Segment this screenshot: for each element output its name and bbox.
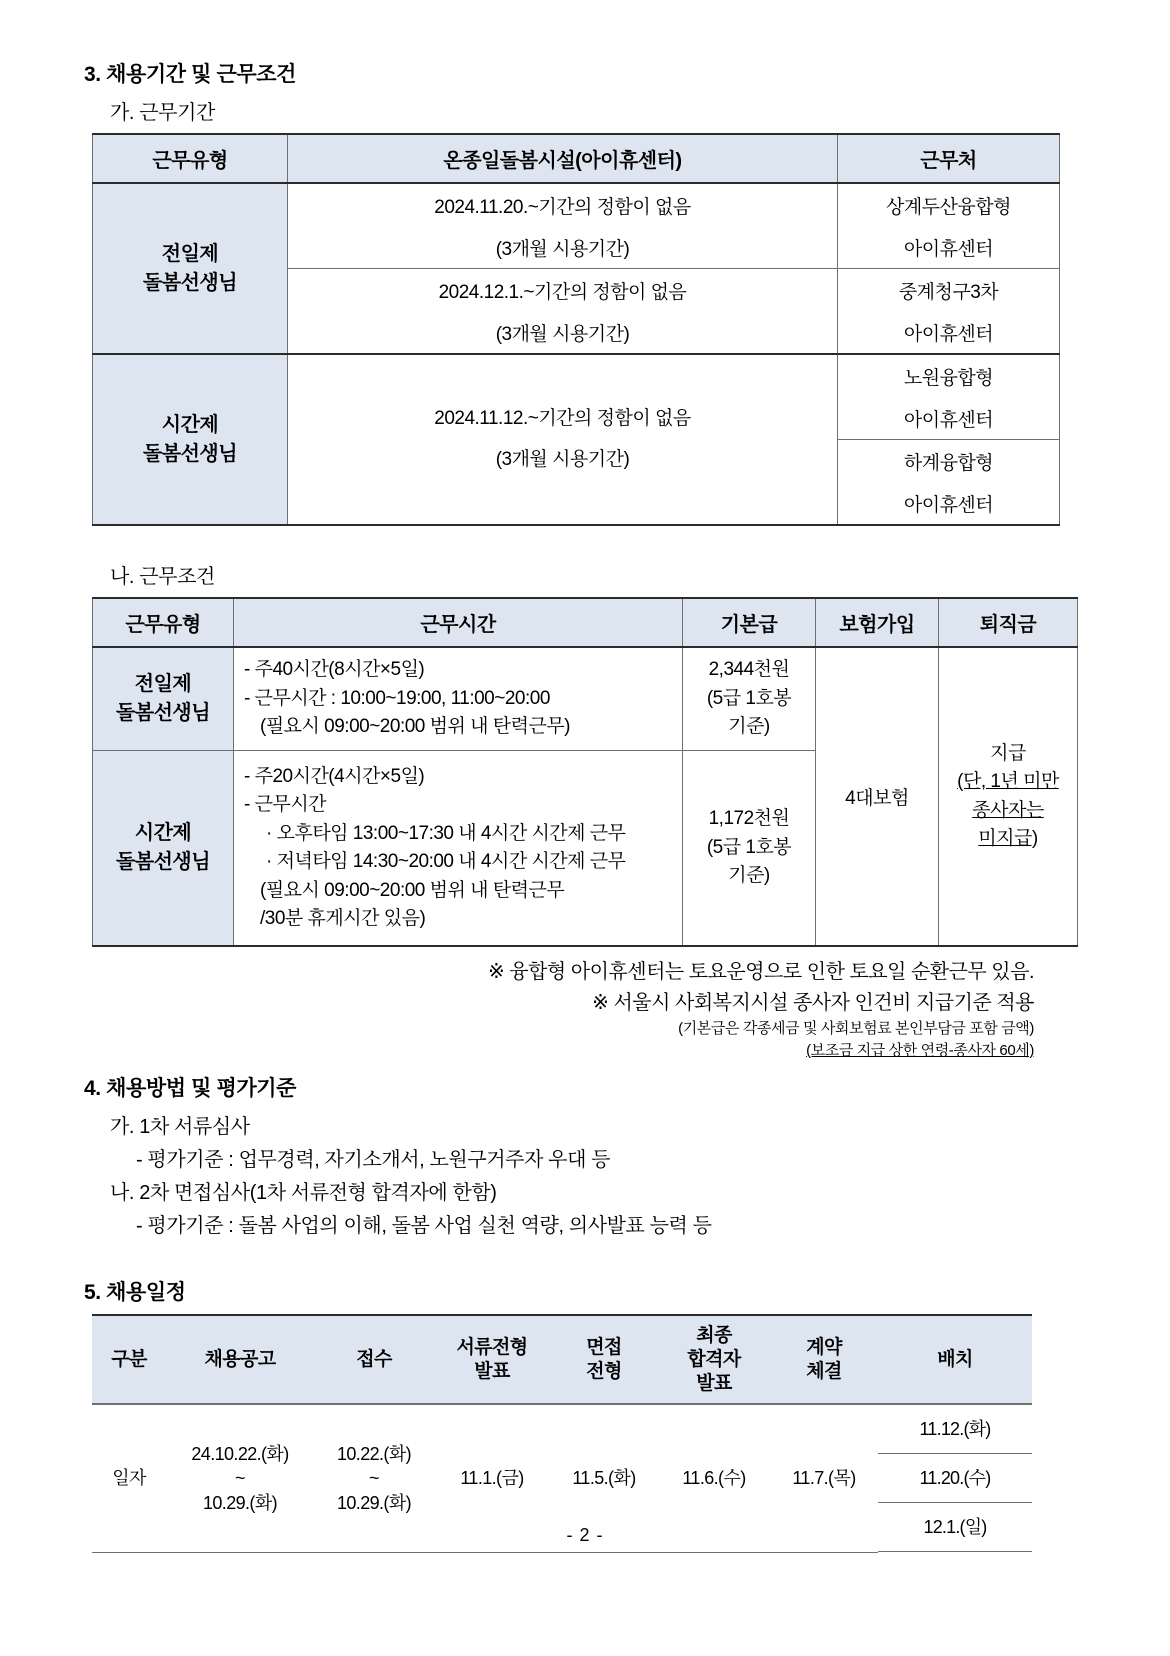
- header-final-result: [658, 1315, 770, 1404]
- header-document-result: [434, 1315, 550, 1404]
- header-line-1: 배치: [937, 1348, 973, 1370]
- header-severance: 퇴직금: [939, 598, 1078, 647]
- table-header-row: [93, 598, 1078, 647]
- header-line-2: 합격자: [687, 1348, 741, 1370]
- cell-workplace-2-line1: 중계청구3차: [838, 269, 1060, 312]
- header-line-1: 채용공고: [204, 1348, 276, 1370]
- hours-line-1: - 주20시간(4시간×5일): [244, 765, 425, 787]
- page-content: [84, 58, 1059, 1553]
- hours-line-2: - 근무시간: [244, 794, 327, 815]
- work-type-line1: 전일제: [161, 242, 219, 265]
- table-row: [93, 183, 1060, 226]
- header-work-type: 근무유형: [93, 598, 234, 647]
- cell-workplace-4-line1: 하계융합형: [838, 440, 1060, 483]
- deployment-date-1: 11.12.(화): [878, 1405, 1032, 1454]
- header-application: [314, 1315, 434, 1404]
- cell-insurance: 4대보험: [816, 647, 939, 946]
- header-insurance: 보험가입: [816, 598, 939, 647]
- cell-work-hours-parttime: [234, 751, 683, 947]
- conditions-notes: [84, 955, 1044, 1060]
- note-saturday-rotation: ※ 융합형 아이휴센터는 토요운영으로 인한 토요일 순환근무 있음.: [487, 961, 1034, 983]
- cell-period-1-line1: 2024.11.20.~기간의 정함이 없음: [288, 183, 838, 226]
- notice-date-end: 10.29.(화): [202, 1492, 278, 1513]
- severance-line-2: (단, 1년 미만: [957, 771, 1059, 792]
- receipt-date-end: 10.29.(화): [336, 1492, 412, 1513]
- section-4-title: 4. 채용방법 및 평가기준: [84, 1077, 296, 1100]
- header-line-1: 구분: [111, 1348, 147, 1370]
- header-deployment: [878, 1315, 1032, 1404]
- work-type-line2: 돌봄선생님: [115, 851, 211, 873]
- cell-workplace-1-line2: 아이휴센터: [838, 226, 1060, 269]
- cell-period-2-line1: 2024.12.1.~기간의 정함이 없음: [288, 269, 838, 312]
- cell-contract-date: 11.7.(목): [770, 1404, 878, 1552]
- header-contract: [770, 1315, 878, 1404]
- section-4-item-2-label: 나. 2차 면접심사(1차 서류전형 합격자에 한함): [110, 1182, 497, 1204]
- cell-severance: [939, 647, 1078, 946]
- work-type-line2: 돌봄선생님: [142, 442, 238, 465]
- cell-period-2-line2: (3개월 시용기간): [288, 311, 838, 354]
- section-4-item-2-detail: - 평가기준 : 돌봄 사업의 이해, 돌봄 사업 실천 역량, 의사발표 능력 등: [136, 1215, 712, 1237]
- severance-line-1: 지급: [990, 742, 1026, 764]
- notice-date-sep: ~: [235, 1468, 245, 1489]
- cell-workplace-2-line2: 아이휴센터: [838, 311, 1060, 354]
- pay-line-2: (5급 1호봉: [706, 687, 792, 709]
- cell-work-type-parttime: [93, 354, 288, 525]
- header-line-1: 서류전형: [456, 1336, 528, 1358]
- cell-base-pay-parttime: [683, 751, 816, 947]
- page-footer: [0, 1525, 1170, 1546]
- table-header-row: [92, 1315, 1032, 1404]
- hours-line-3: · 오후타임 13:00~17:30 내 4시간 시간제 근무: [266, 822, 626, 844]
- header-line-2: 전형: [586, 1360, 622, 1382]
- header-workplace: 근무처: [838, 134, 1060, 183]
- section-3-title: 3. 채용기간 및 근무조건: [84, 63, 296, 86]
- hours-line-5: (필요시 09:00~20:00 범위 내 탄력근무: [260, 879, 565, 901]
- receipt-date-start: 10.22.(화): [336, 1444, 412, 1465]
- header-line-2: 체결: [806, 1360, 842, 1382]
- header-work-type: 근무유형: [93, 134, 288, 183]
- cell-workplace-3-line1: 노원융합형: [838, 354, 1060, 397]
- severance-line-3: 종사자는: [972, 799, 1044, 821]
- work-type-line1: 시간제: [161, 413, 219, 436]
- hours-line-4: · 저녁타임 14:30~20:00 내 4시간 시간제 근무: [266, 851, 626, 872]
- receipt-date-sep: ~: [369, 1468, 379, 1489]
- deployment-date-2: 11.20.(수): [878, 1454, 1032, 1503]
- hours-line-6: /30분 휴게시간 있음): [260, 908, 426, 929]
- cell-row-label: 일자: [92, 1404, 166, 1552]
- header-interview: [550, 1315, 658, 1404]
- cell-work-type-parttime: [93, 751, 234, 947]
- table-header-row: [93, 134, 1060, 183]
- work-type-line2: 돌봄선생님: [115, 702, 211, 724]
- section-4-item-1-detail: - 평가기준 : 업무경력, 자기소개서, 노원구거주자 우대 등: [136, 1149, 611, 1171]
- work-period-table: [92, 133, 1060, 526]
- recruitment-schedule-table: [92, 1314, 1032, 1553]
- hours-line-3: (필요시 09:00~20:00 범위 내 탄력근무): [260, 716, 570, 738]
- cell-workplace-4-line2: 아이휴센터: [838, 482, 1060, 525]
- cell-period-3: [288, 354, 838, 525]
- cell-work-hours-fulltime: [234, 647, 683, 751]
- cell-work-type-fulltime: [93, 183, 288, 354]
- header-division: [92, 1315, 166, 1404]
- pay-line-3: 기준): [728, 865, 770, 887]
- period-3-line1: 2024.11.12.~기간의 정함이 없음: [434, 408, 691, 429]
- header-line-1: 접수: [356, 1348, 392, 1370]
- header-line-1: 면접: [586, 1336, 622, 1358]
- section-5-title: 5. 채용일정: [84, 1281, 186, 1304]
- section-4-item-1-label: 가. 1차 서류심사: [110, 1116, 250, 1138]
- work-type-line1: 시간제: [134, 822, 192, 844]
- header-line-2: 발표: [474, 1360, 510, 1382]
- hours-line-1: - 주40시간(8시간×5일): [244, 659, 425, 681]
- cell-base-pay-fulltime: [683, 647, 816, 751]
- note-seoul-pay-standard: ※ 서울시 사회복지시설 종사자 인건비 지급기준 적용: [592, 992, 1034, 1014]
- header-work-hours: 근무시간: [234, 598, 683, 647]
- work-conditions-table: [92, 597, 1078, 947]
- header-base-pay: 기본급: [683, 598, 816, 647]
- table-row: [93, 647, 1078, 751]
- header-job-notice: [166, 1315, 314, 1404]
- section-3a-subtitle: 가. 근무기간: [110, 102, 215, 124]
- header-line-1: 최종: [696, 1325, 732, 1346]
- header-line-1: 계약: [806, 1336, 842, 1358]
- pay-line-2: (5급 1호봉: [706, 836, 792, 858]
- cell-period-1-line2: (3개월 시용기간): [288, 226, 838, 269]
- header-facility: 온종일돌봄시설(아이휴센터): [288, 134, 838, 183]
- period-3-line2: (3개월 시용기간): [495, 448, 630, 470]
- header-line-3: 발표: [696, 1372, 732, 1394]
- page-number: - 2 -: [566, 1525, 604, 1545]
- note-base-pay-detail: (기본급은 각종세금 및 사회보험료 본인부담금 포함 금액): [678, 1020, 1034, 1037]
- pay-line-3: 기준): [728, 716, 770, 738]
- section-3b-subtitle: 나. 근무조건: [110, 566, 215, 588]
- pay-line-1: 2,344천원: [708, 659, 790, 681]
- table-row: [93, 354, 1060, 397]
- cell-final-result-date: 11.6.(수): [658, 1404, 770, 1552]
- deployment-date-3: 12.1.(일): [878, 1503, 1032, 1552]
- cell-workplace-1-line1: 상계두산융합형: [838, 183, 1060, 226]
- hours-line-2: - 근무시간 : 10:00~19:00, 11:00~20:00: [244, 687, 550, 709]
- pay-line-1: 1,172천원: [708, 808, 790, 830]
- severance-line-4: 미지급): [978, 828, 1038, 849]
- work-type-line1: 전일제: [134, 673, 192, 695]
- notice-date-start: 24.10.22.(화): [191, 1444, 289, 1465]
- cell-interview-date: 11.5.(화): [550, 1404, 658, 1552]
- cell-document-result-date: 11.1.(금): [434, 1404, 550, 1552]
- note-age-limit: (보조금 지급 상한 연령-종사자 60세): [806, 1042, 1034, 1059]
- cell-work-type-fulltime: [93, 647, 234, 751]
- work-type-line2: 돌봄선생님: [142, 271, 238, 294]
- cell-workplace-3-line2: 아이휴센터: [838, 397, 1060, 440]
